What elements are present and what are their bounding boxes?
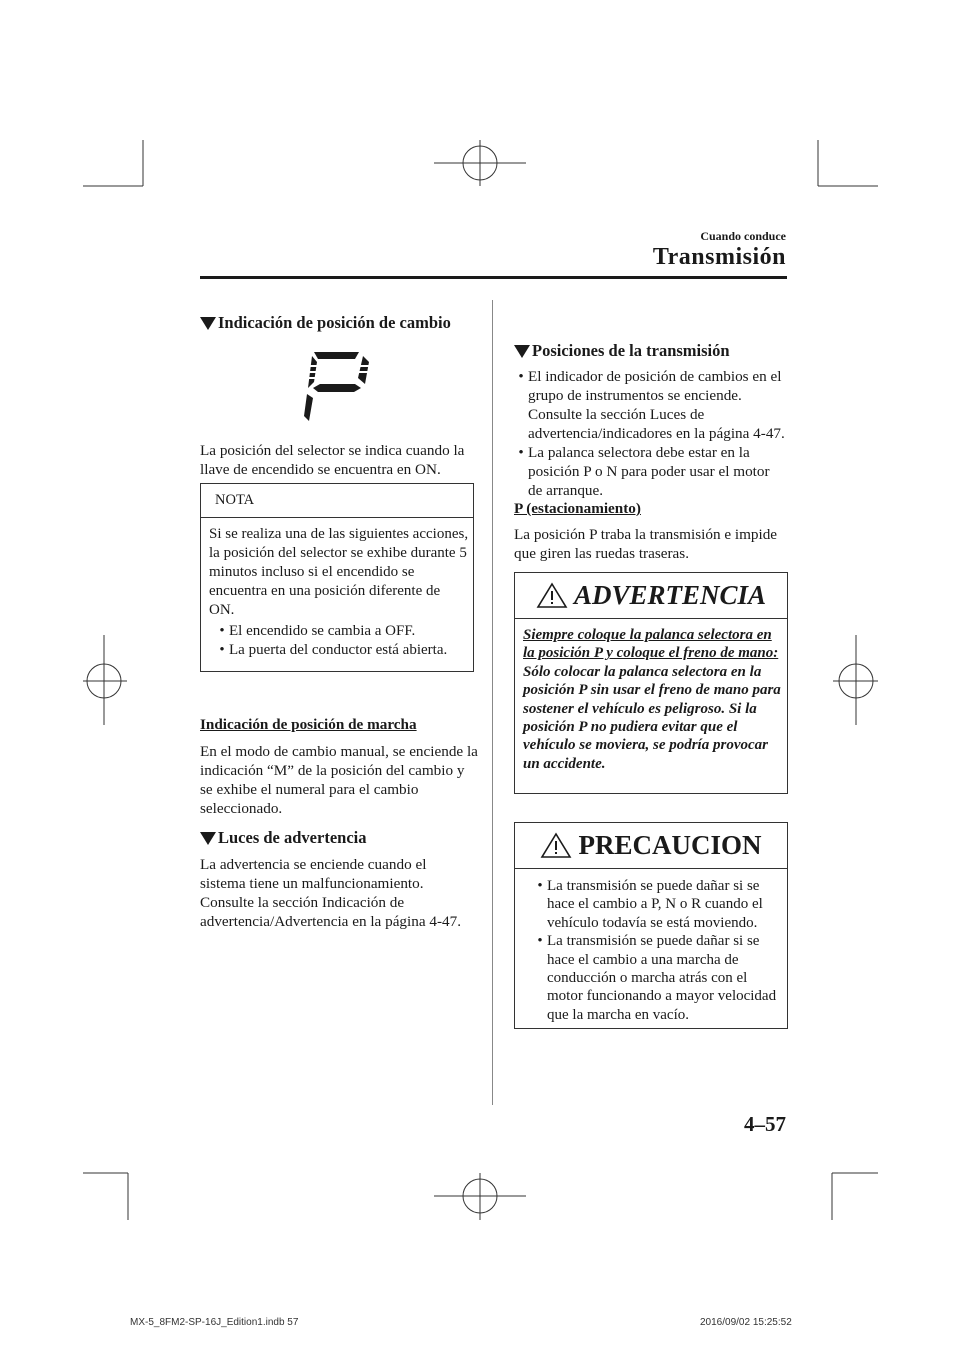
triangle-bullet-icon — [200, 832, 216, 845]
positions-list — [514, 367, 786, 500]
shift-indication-text: La posición del selector se indica cuando la llave de encendido se encuentra en ON. — [200, 442, 465, 478]
warning-label: ADVERTENCIA — [573, 579, 767, 610]
warning-header — [515, 573, 787, 617]
caution-label: PRECAUCION — [578, 829, 762, 860]
registration-mark-top — [434, 140, 526, 186]
header-rule — [200, 276, 787, 279]
list-item: • El encendido se cambia a OFF. — [219, 623, 416, 639]
warning-box — [514, 572, 788, 794]
list-item: • El indicador de posición de cambios en el grupo de instrumentos se enciende. Consulte la sección Luces de advertencia/indicadores en la página 4-47. — [518, 368, 785, 442]
page-number: 4–57 — [744, 1112, 786, 1136]
caution-triangle-icon — [540, 831, 572, 859]
caution-separator — [515, 868, 787, 869]
list-item: • La puerta del conductor está abierta. — [219, 642, 448, 658]
caution-list — [533, 877, 781, 1024]
note-box — [200, 483, 474, 672]
heading-transmission-positions: Posiciones de la transmisión — [514, 341, 730, 361]
section-name: Cuando conduce — [700, 229, 786, 243]
note-text: Si se realiza una de las siguientes acciones, la posición del selector se exhibe durante 5 minutos incluso si el encendido se encuentra en una posición diferente de ON. — [209, 526, 469, 618]
heading-gear-indication: Indicación de posición de marcha — [200, 716, 417, 733]
note-title: NOTA — [215, 492, 255, 508]
registration-mark-bottom — [434, 1173, 526, 1220]
triangle-bullet-icon — [514, 345, 530, 358]
column-divider — [492, 300, 493, 1105]
list-item: • La transmisión se puede dañar si se hace el cambio a una marcha de conducción o marcha atrás con el motor funcionando a mayor velocidad que la marcha en vacío. — [537, 933, 777, 1023]
heading-shift-indication: Indicación de posición de cambio — [200, 313, 451, 333]
registration-mark-left — [83, 635, 127, 725]
caution-box — [514, 822, 788, 1029]
caution-header — [515, 823, 787, 867]
heading-park: P (estacionamiento) — [514, 500, 641, 517]
warning-triangle-icon — [536, 581, 568, 609]
registration-mark-right — [833, 635, 878, 725]
page-title: Transmisión — [652, 244, 786, 270]
warning-lights-text: La advertencia se enciende cuando el sistema tiene un malfuncionamiento. Consulte la sección Indicación de advertencia/Advertencia en la página 4-47. — [200, 856, 462, 930]
note-separator — [201, 517, 473, 518]
warning-lead: Siempre coloque la palanca selectora en la posición P y coloque el freno de mano: — [523, 627, 779, 662]
list-item: • La transmisión se puede dañar si se hace el cambio a P, N o R cuando el vehículo todavía se está moviendo. — [537, 878, 763, 931]
list-item: • La palanca selectora debe estar en la posición P o N para poder usar el motor de arranque. — [518, 444, 770, 499]
footer-file: MX-5_8FM2-SP-16J_Edition1.indb 57 — [130, 1317, 299, 1328]
footer-timestamp: 2016/09/02 15:25:52 — [700, 1317, 792, 1328]
warning-body: Sólo colocar la palanca selectora en la posición P sin usar el freno de mano para sostener el vehículo es peligroso. Si la posición P no pudiera evitar que el vehículo se moviera, se podría provocar un accidente. — [523, 663, 781, 772]
gear-indication-text: En el modo de cambio manual, se enciende la indicación “M” de la posición del cambio y se exhibe el numeral para el cambio seleccionado. — [200, 743, 478, 817]
park-text: La posición P traba la transmisión e impide que giren las ruedas traseras. — [514, 526, 778, 562]
segment-display-p-icon — [303, 348, 373, 425]
heading-warning-lights: Luces de advertencia — [200, 828, 366, 848]
note-list — [215, 622, 471, 660]
warning-text — [523, 626, 781, 773]
warning-separator — [515, 618, 787, 619]
triangle-bullet-icon — [200, 317, 216, 330]
